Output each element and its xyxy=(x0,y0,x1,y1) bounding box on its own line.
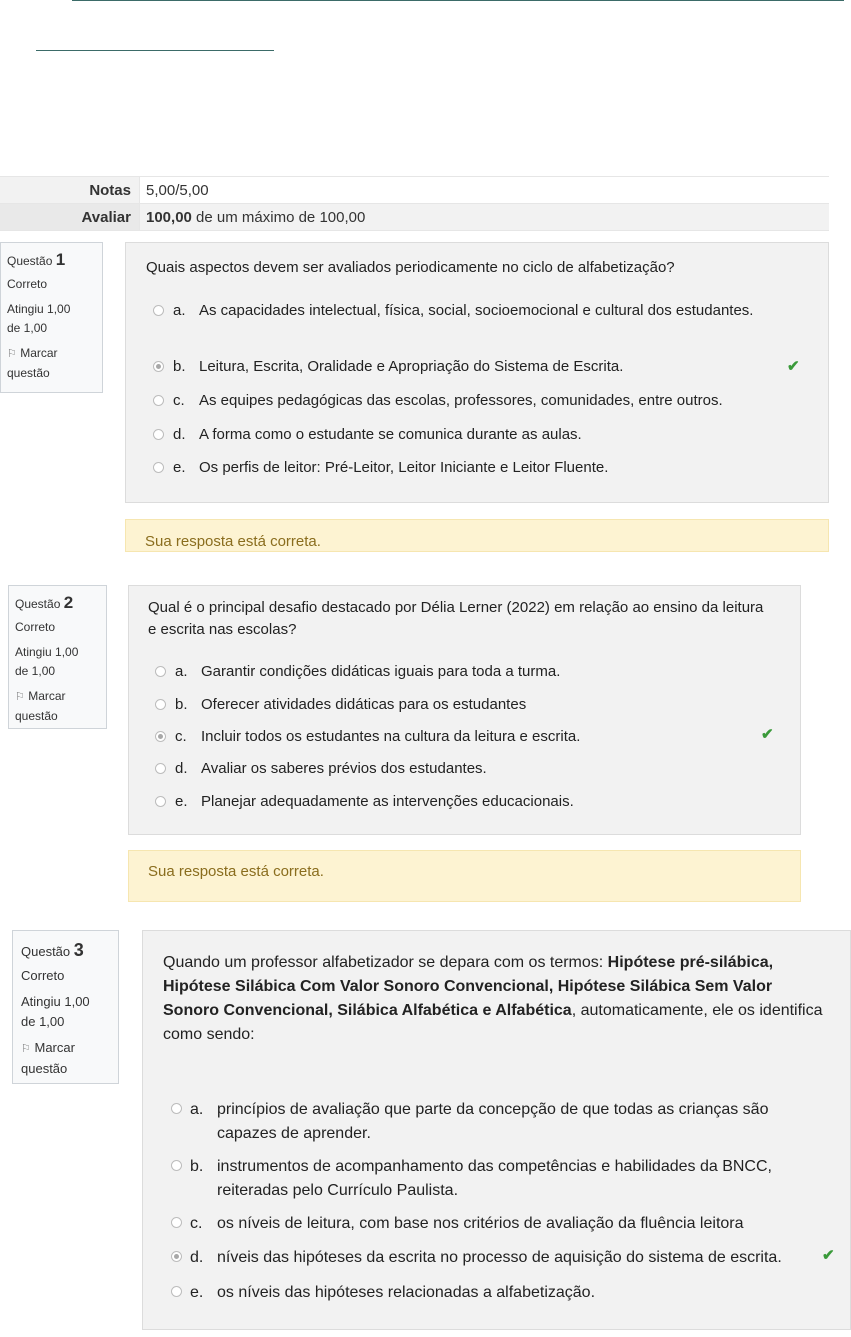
question-info-1 xyxy=(0,242,103,393)
answer-option-b[interactable]: b. instrumentos de acompanhamento das competências e habilidades da BNCC, reiteradas pelo Currículo Paulista. xyxy=(171,1155,841,1203)
radio-icon[interactable] xyxy=(153,395,164,406)
radio-icon[interactable] xyxy=(155,699,166,710)
radio-icon[interactable] xyxy=(155,666,166,677)
radio-icon[interactable] xyxy=(155,796,166,807)
feedback-box-1 xyxy=(125,519,829,552)
question-status: Correto xyxy=(15,620,56,634)
answer-option-e[interactable]: e. Os perfis de leitor: Pré-Leitor, Leitor Iniciante e Leitor Fluente. xyxy=(153,457,793,479)
check-icon: ✔ xyxy=(761,726,774,743)
flag-question-button[interactable]: ⚐ Marcar questão xyxy=(15,689,66,723)
question-points: Atingiu 1,00 de 1,00 xyxy=(15,645,79,678)
question-info-2 xyxy=(8,585,107,729)
flag-icon: ⚐ xyxy=(21,1043,31,1055)
radio-icon[interactable] xyxy=(171,1286,182,1297)
question-text: Quais aspectos devem ser avaliados periodicamente no ciclo de alfabetização? xyxy=(146,259,675,276)
answer-option-d[interactable]: d. A forma como o estudante se comunica durante as aulas. xyxy=(153,424,793,446)
answer-option-b[interactable]: b. Oferecer atividades didáticas para os estudantes xyxy=(155,694,775,716)
flag-icon: ⚐ xyxy=(7,348,17,360)
question-number: Questão 2 xyxy=(15,593,74,612)
radio-icon[interactable] xyxy=(153,429,164,440)
avaliar-label: Avaliar xyxy=(0,204,140,230)
summary-row-avaliar xyxy=(0,204,829,231)
radio-icon[interactable] xyxy=(171,1251,182,1262)
header-underline xyxy=(36,50,274,51)
top-divider xyxy=(72,0,844,1)
answer-option-e[interactable]: e. os níveis das hipóteses relacionadas a alfabetização. xyxy=(171,1281,841,1305)
check-icon: ✔ xyxy=(822,1247,835,1264)
answer-option-d[interactable]: d. níveis das hipóteses da escrita no processo de aquisição do sistema de escrita. xyxy=(171,1246,841,1270)
check-icon: ✔ xyxy=(787,358,800,375)
question-status: Correto xyxy=(21,968,65,983)
flag-question-button[interactable]: ⚐ Marcar questão xyxy=(21,1040,75,1076)
avaliar-value xyxy=(140,204,365,230)
radio-icon[interactable] xyxy=(155,731,166,742)
question-box-2 xyxy=(128,585,801,835)
answer-option-a[interactable]: a. As capacidades intelectual, física, social, socioemocional e cultural dos estudantes. xyxy=(153,300,793,322)
question-points: Atingiu 1,00 de 1,00 xyxy=(21,994,90,1029)
notas-label: Notas xyxy=(0,177,140,203)
answer-option-a[interactable]: a. princípios de avaliação que parte da concepção de que todas as crianças são capazes de aprender. xyxy=(171,1098,831,1146)
radio-icon[interactable] xyxy=(171,1217,182,1228)
notas-value: 5,00/5,00 xyxy=(146,181,209,199)
radio-icon[interactable] xyxy=(155,763,166,774)
question-info-3 xyxy=(12,930,119,1084)
feedback-text: Sua resposta está correta. xyxy=(148,863,324,880)
answer-option-d[interactable]: d. Avaliar os saberes prévios dos estudantes. xyxy=(155,758,775,780)
summary-row-notas xyxy=(0,176,829,204)
answer-option-e[interactable]: e. Planejar adequadamente as intervenções educacionais. xyxy=(155,791,775,813)
question-number: Questão 3 xyxy=(21,940,84,960)
question-text: Quando um professor alfabetizador se depara com os termos: Hipótese pré-silábica, Hipótese Silábica Com Valor Sonoro Convencional, Hipótese Silábica Sem Valor Sonoro Convencional, Silábica Alfabética e Alfabética, automaticamente, ele os identifica como sendo: xyxy=(163,954,823,1043)
radio-icon[interactable] xyxy=(153,462,164,473)
radio-icon[interactable] xyxy=(153,305,164,316)
flag-icon: ⚐ xyxy=(15,691,25,703)
answer-option-c[interactable]: c. As equipes pedagógicas das escolas, professores, comunidades, entre outros. xyxy=(153,390,813,412)
answer-option-a[interactable]: a. Garantir condições didáticas iguais para toda a turma. xyxy=(155,661,775,683)
question-box-1 xyxy=(125,242,829,503)
question-text: Qual é o principal desafio destacado por Délia Lerner (2022) em relação ao ensino da leitura e escrita nas escolas? xyxy=(148,599,764,638)
answer-option-c[interactable]: c. Incluir todos os estudantes na cultura da leitura e escrita. xyxy=(155,726,775,748)
question-number: Questão 1 xyxy=(7,250,66,269)
question-points: Atingiu 1,00 de 1,00 xyxy=(7,302,71,335)
radio-icon[interactable] xyxy=(153,361,164,372)
feedback-box-2 xyxy=(128,850,801,902)
feedback-text: Sua resposta está correta. xyxy=(145,533,321,550)
avaliar-max: de um máximo de 100,00 xyxy=(191,208,366,226)
answer-option-c[interactable]: c. os níveis de leitura, com base nos critérios de avaliação da fluência leitora xyxy=(171,1212,841,1236)
summary-table xyxy=(0,176,829,231)
radio-icon[interactable] xyxy=(171,1160,182,1171)
answer-option-b[interactable]: b. Leitura, Escrita, Oralidade e Apropriação do Sistema de Escrita. xyxy=(153,356,793,378)
question-terms: Hipótese pré-silábica, Hipótese Silábica Com Valor Sonoro Convencional, Hipótese Silábica Sem Valor Sonoro Convencional, Silábica Alfabética e Alfabética xyxy=(163,954,774,1019)
question-box-3 xyxy=(142,930,851,1330)
question-status: Correto xyxy=(7,277,48,291)
avaliar-score: 100,00 xyxy=(146,208,192,226)
flag-question-button[interactable]: ⚐ Marcar questão xyxy=(7,346,58,380)
radio-icon[interactable] xyxy=(171,1103,182,1114)
